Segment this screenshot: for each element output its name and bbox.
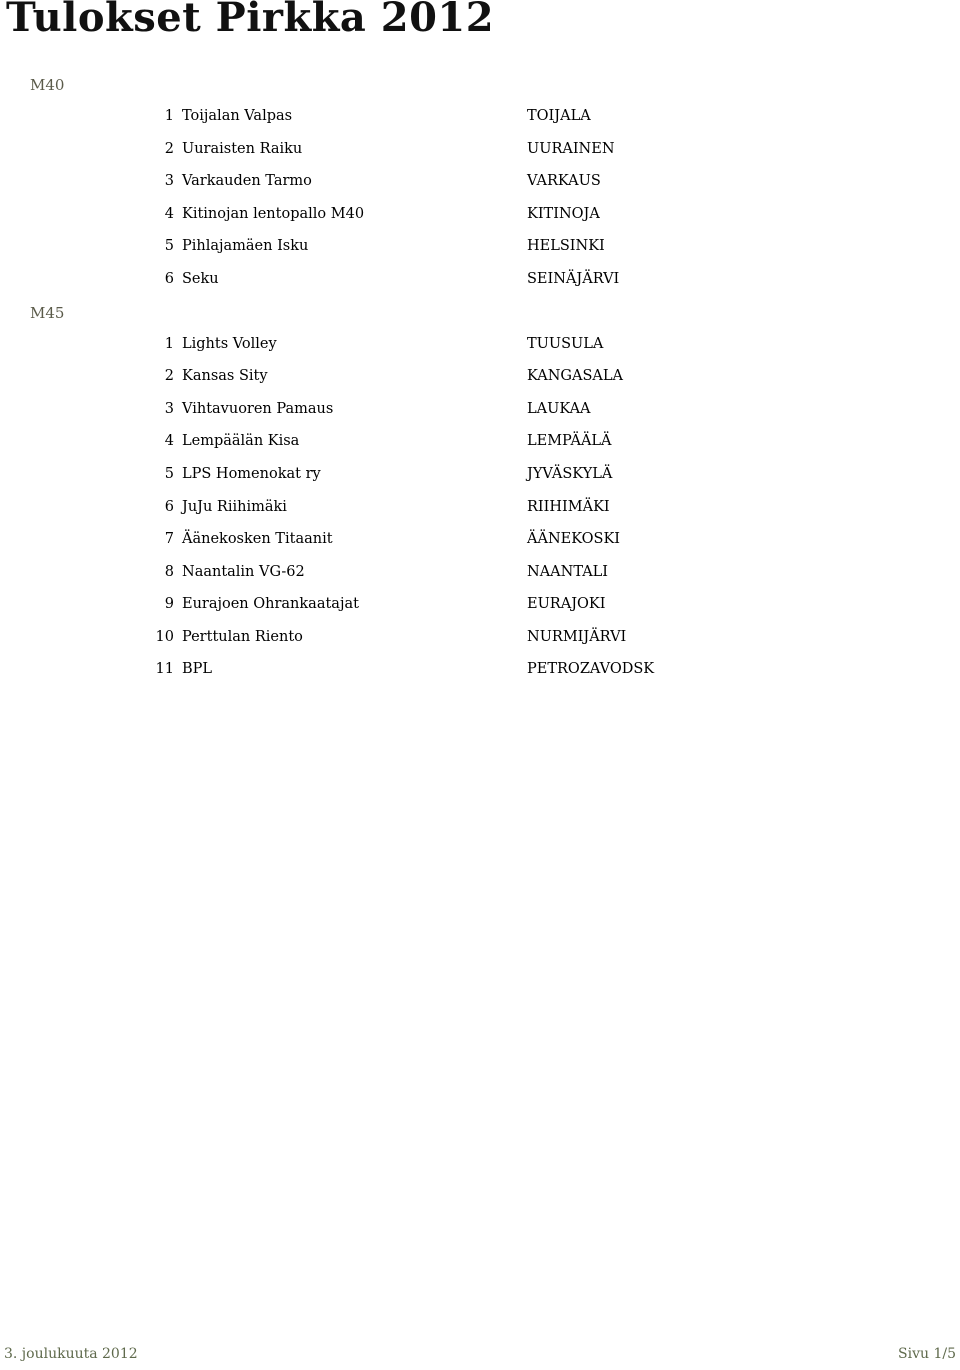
team-city: TUUSULA bbox=[527, 336, 604, 352]
table-row bbox=[0, 173, 960, 195]
rank: 5 bbox=[164, 238, 174, 254]
team-city: PETROZAVODSK bbox=[527, 661, 655, 677]
rank: 10 bbox=[155, 629, 174, 645]
rank: 11 bbox=[155, 661, 174, 677]
team-name: Perttulan Riento bbox=[182, 629, 303, 645]
table-row bbox=[0, 336, 960, 358]
section-label-m45: M45 bbox=[30, 304, 65, 322]
table-row bbox=[0, 499, 960, 521]
team-name: Toijalan Valpas bbox=[182, 108, 293, 124]
table-row bbox=[0, 466, 960, 488]
team-name: Pihlajamäen Isku bbox=[182, 238, 309, 254]
team-name: Varkauden Tarmo bbox=[182, 173, 312, 189]
table-row bbox=[0, 661, 960, 683]
team-name: Seku bbox=[182, 271, 219, 287]
team-name: Lempäälän Kisa bbox=[182, 433, 300, 449]
team-name: Lights Volley bbox=[182, 336, 277, 352]
team-name: JuJu Riihimäki bbox=[182, 499, 287, 515]
page-title: Tulokset Pirkka 2012 bbox=[6, 0, 495, 41]
team-city: TOIJALA bbox=[527, 108, 591, 124]
table-row bbox=[0, 433, 960, 455]
table-row bbox=[0, 271, 960, 293]
table-row bbox=[0, 629, 960, 651]
section-label-m40: M40 bbox=[30, 76, 65, 94]
table-row bbox=[0, 141, 960, 163]
team-city: LEMPÄÄLÄ bbox=[527, 433, 612, 449]
team-city: RIIHIMÄKI bbox=[527, 499, 610, 515]
team-city: NAANTALI bbox=[527, 564, 609, 580]
team-name: Kansas Sity bbox=[182, 368, 268, 384]
rank: 7 bbox=[164, 531, 174, 547]
team-name: Uuraisten Raiku bbox=[182, 141, 303, 157]
footer-date: 3. joulukuuta 2012 bbox=[4, 1346, 138, 1362]
team-name: BPL bbox=[182, 661, 213, 677]
table-row bbox=[0, 596, 960, 618]
team-city: SEINÄJÄRVI bbox=[527, 271, 620, 287]
table-row bbox=[0, 108, 960, 130]
rank: 4 bbox=[164, 433, 174, 449]
footer-page-number: Sivu 1/5 bbox=[898, 1346, 956, 1362]
rank: 1 bbox=[164, 336, 174, 352]
team-name: LPS Homenokat ry bbox=[182, 466, 321, 482]
team-city: NURMIJÄRVI bbox=[527, 629, 627, 645]
team-city: JYVÄSKYLÄ bbox=[527, 466, 613, 482]
table-row bbox=[0, 206, 960, 228]
rank: 5 bbox=[164, 466, 174, 482]
rank: 2 bbox=[164, 141, 174, 157]
team-city: VARKAUS bbox=[527, 173, 601, 189]
team-name: Kitinojan lentopallo M40 bbox=[182, 206, 365, 222]
team-city: EURAJOKI bbox=[527, 596, 606, 612]
team-name: Naantalin VG-62 bbox=[182, 564, 305, 580]
team-city: LAUKAA bbox=[527, 401, 591, 417]
rank: 9 bbox=[164, 596, 174, 612]
table-row bbox=[0, 564, 960, 586]
team-name: Eurajoen Ohrankaatajat bbox=[182, 596, 359, 612]
team-city: KITINOJA bbox=[527, 206, 600, 222]
rank: 4 bbox=[164, 206, 174, 222]
table-row bbox=[0, 401, 960, 423]
table-row bbox=[0, 238, 960, 260]
team-city: KANGASALA bbox=[527, 368, 623, 384]
rank: 6 bbox=[164, 499, 174, 515]
table-row bbox=[0, 531, 960, 553]
team-city: UURAINEN bbox=[527, 141, 615, 157]
rank: 1 bbox=[164, 108, 174, 124]
team-city: HELSINKI bbox=[527, 238, 605, 254]
team-name: Äänekosken Titaanit bbox=[182, 531, 333, 547]
team-city: ÄÄNEKOSKI bbox=[527, 531, 621, 547]
rank: 3 bbox=[164, 401, 174, 417]
rank: 6 bbox=[164, 271, 174, 287]
rank: 2 bbox=[164, 368, 174, 384]
table-row bbox=[0, 368, 960, 390]
rank: 3 bbox=[164, 173, 174, 189]
rank: 8 bbox=[164, 564, 174, 580]
team-name: Vihtavuoren Pamaus bbox=[182, 401, 334, 417]
